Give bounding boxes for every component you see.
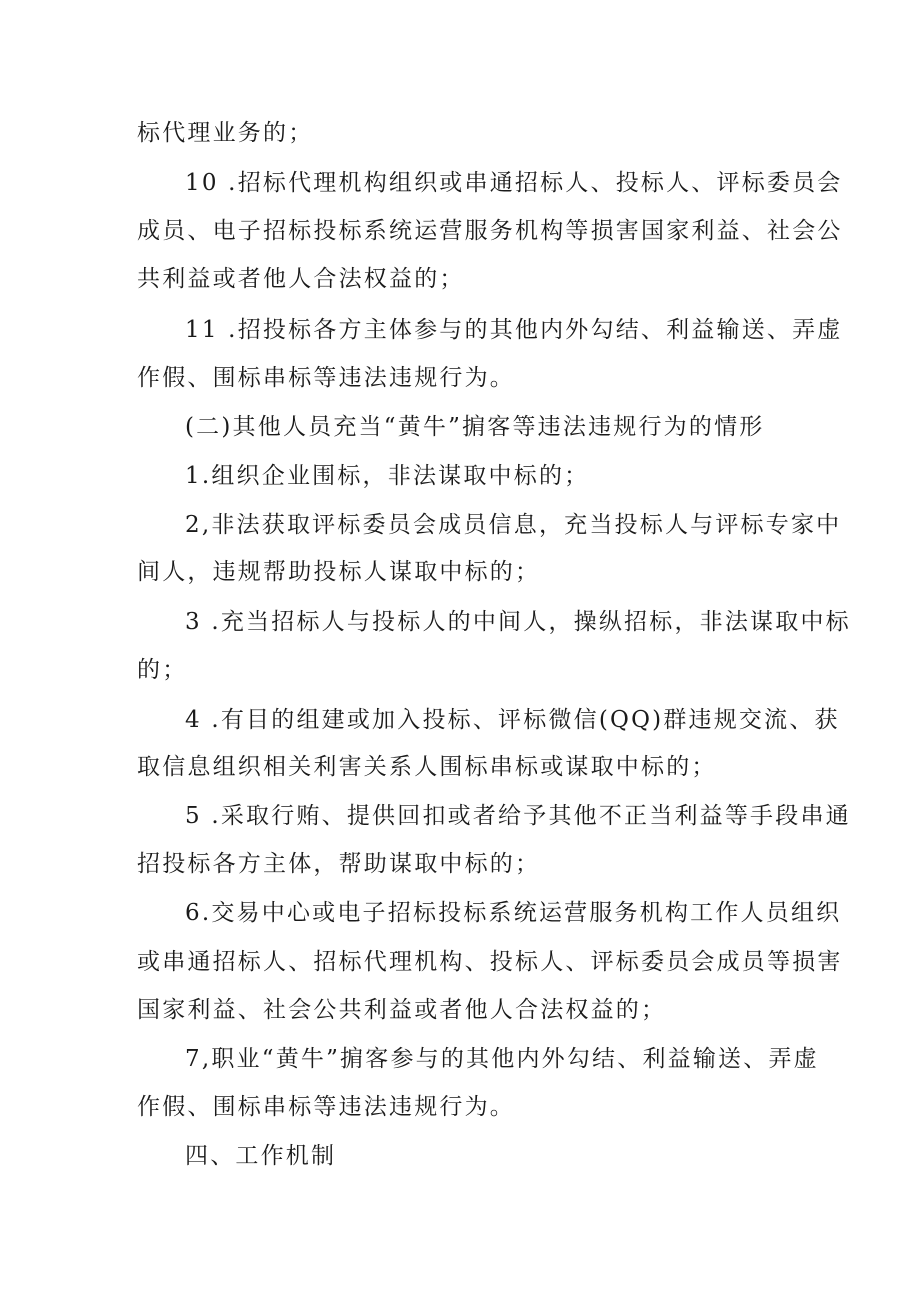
paragraph-item-10: 10 .招标代理机构组织或串通招标人、投标人、评标委员会 bbox=[185, 170, 843, 196]
paragraph-item-3: 3 .充当招标人与投标人的中间人，操纵招标，非法谋取中标 bbox=[185, 609, 851, 635]
text-line: 标代理业务的； bbox=[137, 120, 314, 146]
text-line: 作假、围标串标等违法违规行为。 bbox=[137, 1094, 515, 1120]
text-line: 的； bbox=[137, 657, 188, 683]
paragraph-item-11: 11 .招投标各方主体参与的其他内外勾结、利益输送、弄虚 bbox=[185, 317, 843, 343]
paragraph-item-4: 4 .有目的组建或加入投标、评标微信(QQ)群违规交流、获 bbox=[185, 707, 840, 733]
text-line: 间人，违规帮助投标人谋取中标的； bbox=[137, 559, 541, 585]
text-line: 作假、围标串标等违法违规行为。 bbox=[137, 365, 515, 391]
text-line: 共利益或者他人合法权益的； bbox=[137, 266, 465, 292]
paragraph-item-1: 1.组织企业围标，非法谋取中标的； bbox=[185, 463, 590, 489]
text-line: 国家利益、社会公共利益或者他人合法权益的； bbox=[137, 997, 667, 1023]
section-heading-2: (二)其他人员充当“黄牛”掮客等违法违规行为的情形 bbox=[185, 414, 765, 440]
section-heading-4: 四、工作机制 bbox=[185, 1143, 337, 1169]
text-line: 成员、电子招标投标系统运营服务机构等损害国家利益、社会公 bbox=[137, 218, 843, 244]
paragraph-item-6: 6.交易中心或电子招标投标系统运营服务机构工作人员组织 bbox=[185, 900, 842, 926]
paragraph-item-7: 7,职业“黄牛”掮客参与的其他内外勾结、利益输送、弄虚 bbox=[185, 1046, 819, 1072]
text-line: 取信息组织相关利害关系人围标串标或谋取中标的； bbox=[137, 754, 717, 780]
text-line: 招投标各方主体，帮助谋取中标的； bbox=[137, 851, 541, 877]
paragraph-item-5: 5 .采取行贿、提供回扣或者给予其他不正当利益等手段串通 bbox=[185, 803, 851, 829]
text-line: 或串通招标人、招标代理机构、投标人、评标委员会成员等损害 bbox=[137, 949, 843, 975]
paragraph-item-2: 2,非法获取评标委员会成员信息，充当投标人与评标专家中 bbox=[185, 512, 842, 538]
